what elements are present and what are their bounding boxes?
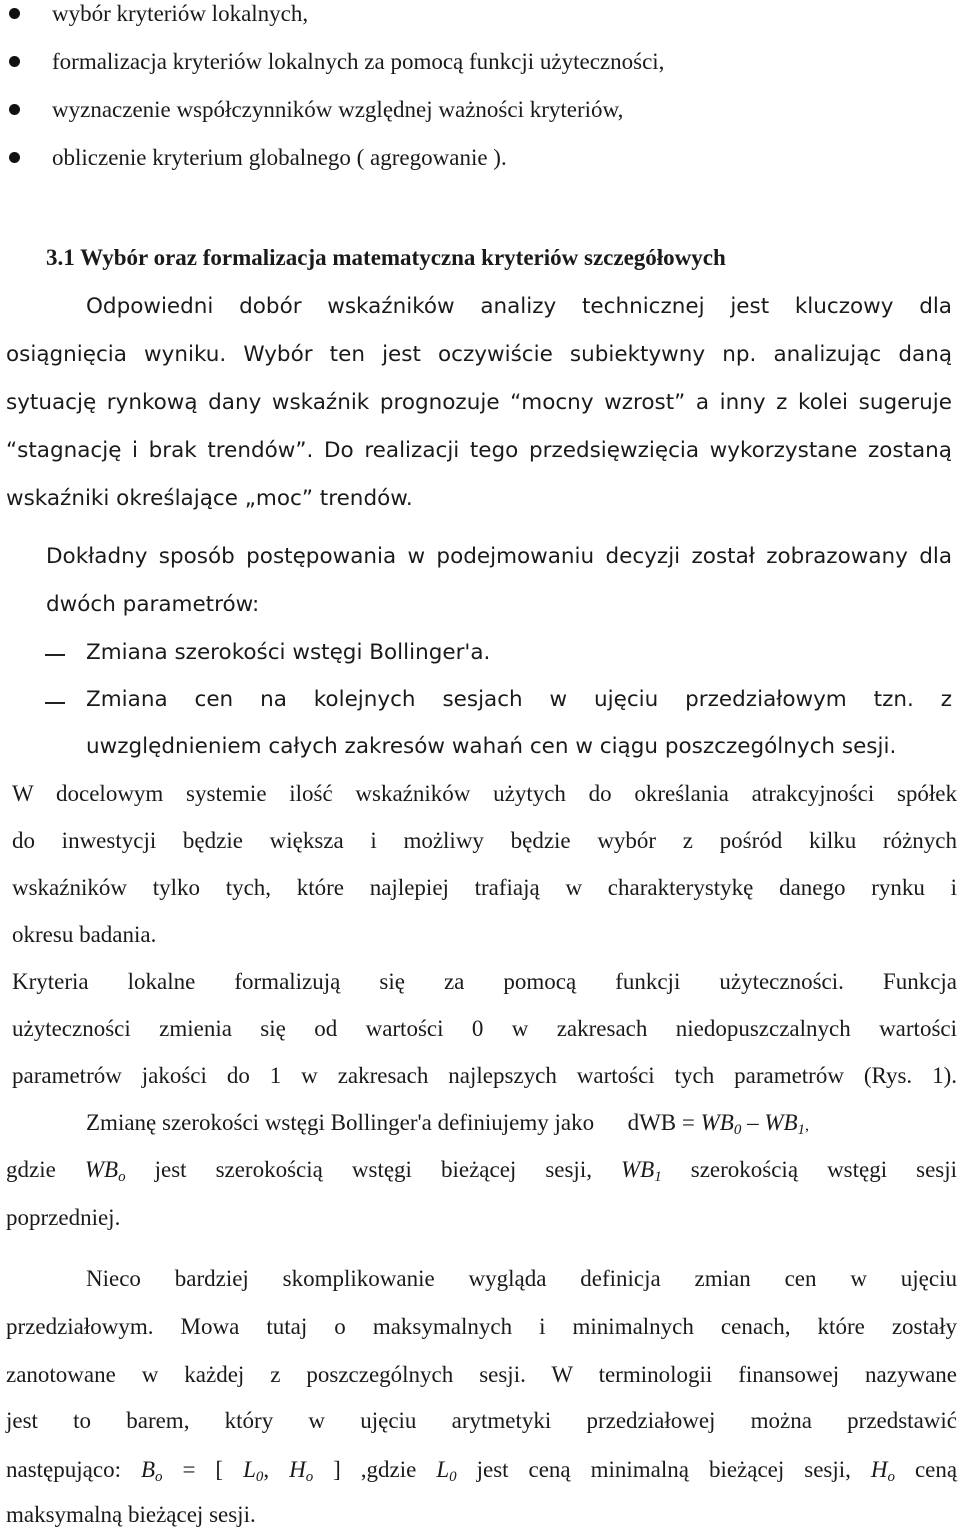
formula-line bbox=[86, 1108, 809, 1145]
bullet-dot bbox=[9, 152, 20, 163]
paragraph-line: gdzie $WB_o$ jest szerokością wstęgi bieżącej sesji, $WB_1$ szerokością wstęgi sesji bbox=[6, 1157, 958, 1185]
dash-item: Zmiana cen na kolejnych sesjach w ujęciu przedziałowym tzn. z bbox=[86, 687, 952, 712]
paragraph-line: dwóch parametrów: bbox=[46, 592, 260, 617]
formula-wb0: $WB_0$ bbox=[700, 1110, 742, 1138]
paragraph-line: następująco: $B_o$ = [ $L_0$, $H_o$ ] ,gdzie $L_0$ jest ceną minimalną bieżącej sesji, $H_o$ ceną bbox=[6, 1457, 958, 1485]
paragraph-line: W docelowym systemie ilość wskaźników użytych do określania atrakcyjności spółek bbox=[12, 781, 957, 806]
bullet-dot bbox=[9, 8, 20, 19]
paragraph-line: “stagnację i brak trendów”. Do realizacji tego przedsięwzięcia wykorzystane zostaną bbox=[6, 438, 952, 463]
paragraph-line: jest to barem, który w ujęciu arytmetyki przedziałowej można przedstawić bbox=[6, 1408, 957, 1433]
section-number: 3.1 bbox=[46, 245, 75, 270]
bullet-dot bbox=[9, 104, 20, 115]
bullet-item: wyznaczenie współczynników względnej ważności kryteriów, bbox=[52, 97, 624, 122]
formula-minus: – bbox=[747, 1110, 759, 1135]
dash-item: uwzględnieniem całych zakresów wahań cen w ciągu poszczególnych sesji. bbox=[86, 734, 897, 759]
paragraph-line: użyteczności zmienia się od wartości 0 w zakresach niedopuszczalnych wartości bbox=[12, 1016, 957, 1041]
paragraph-line: maksymalną bieżącej sesji. bbox=[6, 1502, 256, 1527]
paragraph-line: przedziałowym. Mowa tutaj o maksymalnych i minimalnych cenach, które zostały bbox=[6, 1314, 957, 1339]
dash-marker bbox=[45, 654, 65, 656]
paragraph-line: zanotowane w każdej z poszczególnych sesji. W terminologii finansowej nazywane bbox=[6, 1362, 957, 1387]
paragraph-line: poprzedniej. bbox=[6, 1205, 121, 1230]
bullet-item: obliczenie kryterium globalnego ( agregowanie ). bbox=[52, 145, 507, 170]
paragraph-line: wskaźników tylko tych, które najlepiej trafiają w charakterystykę danego rynku i bbox=[12, 875, 957, 900]
paragraph-line: osiągnięcia wyniku. Wybór ten jest oczywiście subiektywny np. analizując daną bbox=[6, 342, 952, 367]
paragraph-line: Odpowiedni dobór wskaźników analizy technicznej jest kluczowy dla bbox=[86, 294, 952, 319]
formula-comma: , bbox=[805, 1117, 810, 1134]
paragraph-line: Dokładny sposób postępowania w podejmowaniu decyzji został zobrazowany dla bbox=[46, 544, 952, 569]
paragraph-line: parametrów jakości do 1 w zakresach najlepszych wartości tych parametrów (Rys. 1). bbox=[12, 1063, 957, 1088]
dash-item: Zmiana szerokości wstęgi Bollinger'a. bbox=[86, 640, 491, 665]
formula-eq: = bbox=[681, 1110, 695, 1135]
paragraph-line: Kryteria lokalne formalizują się za pomocą funkcji użyteczności. Funkcja bbox=[12, 969, 957, 994]
paragraph-line: okresu badania. bbox=[12, 922, 157, 947]
formula-dwb: dWB bbox=[627, 1110, 677, 1135]
formula-wb1: $WB_1$ bbox=[764, 1110, 806, 1138]
bullet-dot bbox=[9, 56, 20, 67]
bullet-item: wybór kryteriów lokalnych, bbox=[52, 1, 309, 26]
paragraph-line: do inwestycji będzie większa i możliwy będzie wybór z pośród kilku różnych bbox=[12, 828, 957, 853]
paragraph-text: Zmianę szerokości wstęgi Bollinger'a definiujemy jako bbox=[86, 1110, 595, 1135]
dash-marker bbox=[45, 702, 65, 704]
paragraph-line: wskaźniki określające „moc” trendów. bbox=[6, 486, 413, 511]
paragraph-line: Nieco bardziej skomplikowanie wygląda definicja zmian cen w ujęciu bbox=[86, 1266, 957, 1291]
section-title: Wybór oraz formalizacja matematyczna kryteriów szczegółowych bbox=[80, 245, 726, 270]
paragraph-line: sytuację rynkową dany wskaźnik prognozuje “mocny wzrost” a inny z kolei sugeruje bbox=[6, 390, 952, 415]
section-heading bbox=[46, 243, 726, 273]
bullet-item: formalizacja kryteriów lokalnych za pomocą funkcji użyteczności, bbox=[52, 49, 665, 74]
